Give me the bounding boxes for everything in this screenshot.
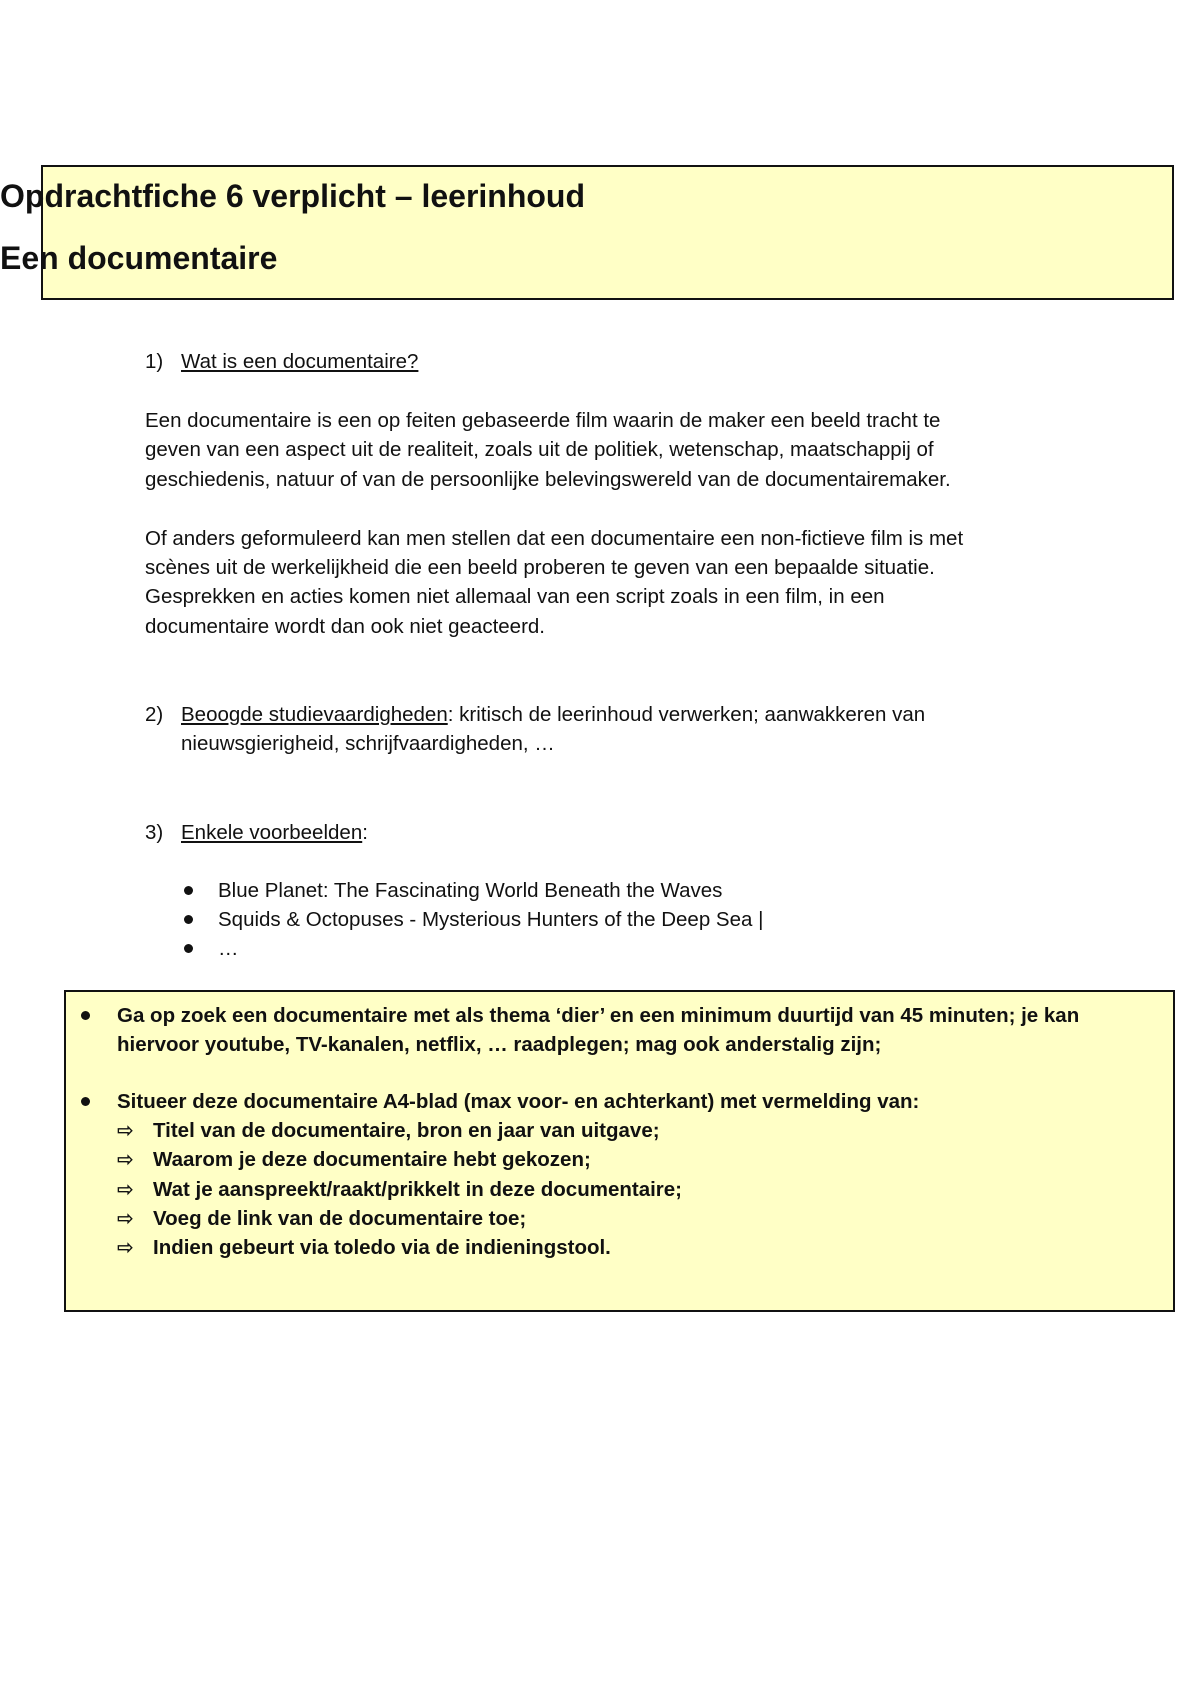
task-item: Wat je aanspreekt/raakt/prikkelt in deze documentaire;	[153, 1178, 683, 1201]
task-item: Waarom je deze documentaire hebt gekozen;	[153, 1148, 591, 1171]
bullet-icon	[184, 886, 193, 895]
page-title: Opdrachtfiche 6 verplicht – leerinhoud	[0, 178, 586, 214]
arrow-right-icon: ⇨	[117, 1177, 134, 1201]
task-line: Situeer deze documentaire A4-blad (max voor- en achterkant) met vermelding van:	[117, 1090, 920, 1113]
task-item: Voeg de link van de documentaire toe;	[153, 1207, 527, 1230]
task-line: Ga op zoek een documentaire met als thema ‘dier’ en een minimum duurtijd van 45 minuten; je kan	[117, 1004, 1080, 1027]
section-2-heading: Beoogde studievaardigheden	[181, 703, 448, 726]
arrow-right-icon: ⇨	[117, 1206, 134, 1230]
bullet-icon	[81, 1011, 90, 1020]
section-1-number: 1)	[145, 350, 164, 373]
section-3-number: 3)	[145, 821, 164, 844]
page-subtitle: Een documentaire	[0, 240, 278, 276]
task-line: hiervoor youtube, TV-kanalen, netflix, … raadplegen; mag ook anderstalig zijn;	[117, 1033, 882, 1056]
arrow-right-icon: ⇨	[117, 1147, 134, 1171]
section-3-heading: Enkele voorbeelden	[181, 821, 363, 844]
section-1-heading: Wat is een documentaire?	[181, 350, 419, 373]
paragraph-line: Gesprekken en acties komen niet allemaal van een script zoals in een film, in een	[145, 585, 885, 608]
bullet-icon	[184, 944, 193, 953]
bullet-icon	[184, 915, 193, 924]
paragraph-line: Een documentaire is een op feiten gebaseerde film waarin de maker een beeld tracht te	[145, 409, 941, 432]
example-item: …	[218, 937, 239, 960]
section-2-text: : kritisch de leerinhoud verwerken; aanwakkeren van	[447, 703, 926, 726]
paragraph-line: geven van een aspect uit de realiteit, zoals uit de politiek, wetenschap, maatschappij of	[145, 438, 934, 461]
paragraph-line: scènes uit de werkelijkheid die een beeld proberen te geven van een bepaalde situatie.	[145, 556, 935, 579]
example-item: Squids & Octopuses - Mysterious Hunters of the Deep Sea |	[218, 908, 764, 931]
paragraph-line: Of anders geformuleerd kan men stellen dat een documentaire een non-fictieve film is met	[145, 527, 964, 550]
example-item: Blue Planet: The Fascinating World Beneath the Waves	[218, 879, 723, 902]
section-2-line-2: nieuwsgierigheid, schrijfvaardigheden, …	[181, 732, 555, 755]
section-2-line-1	[181, 700, 925, 730]
section-2-number: 2)	[145, 703, 164, 726]
paragraph-line: documentaire wordt dan ook niet geacteerd.	[145, 615, 546, 638]
section-3-colon: :	[362, 821, 368, 844]
paragraph-line: geschiedenis, natuur of van de persoonlijke belevingswereld van de documentairemaker.	[145, 468, 951, 491]
arrow-right-icon: ⇨	[117, 1118, 134, 1142]
task-item: Titel van de documentaire, bron en jaar van uitgave;	[153, 1119, 660, 1142]
task-item: Indien gebeurt via toledo via de indieningstool.	[153, 1236, 611, 1259]
section-3-line	[181, 818, 368, 848]
arrow-right-icon: ⇨	[117, 1235, 134, 1259]
bullet-icon	[81, 1097, 90, 1106]
